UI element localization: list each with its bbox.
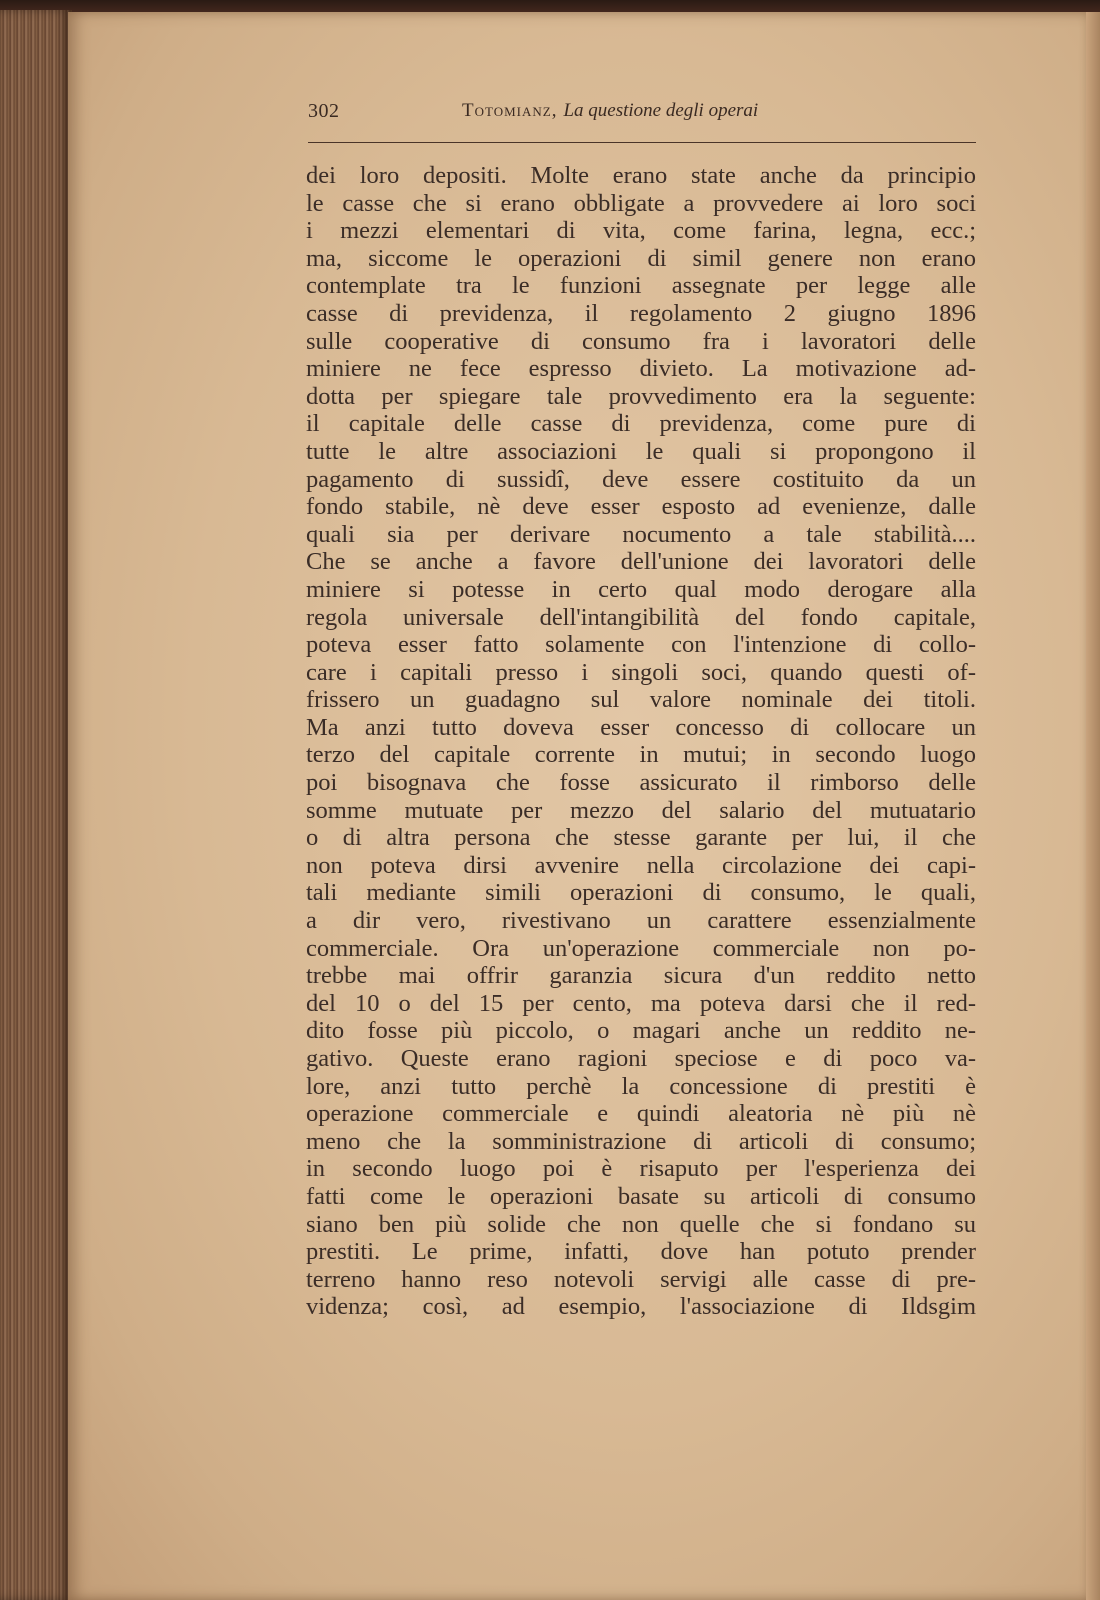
text-line: frissero un guadagno sul valore nominale dei titoli. (306, 686, 976, 714)
text-line: i mezzi elementari di vita, come farina, legna, ecc.; (306, 217, 976, 245)
text-line: le casse che si erano obbligate a provvedere ai loro soci (306, 189, 976, 217)
text-line: prestiti. Le prime, infatti, dove han potuto prender (306, 1238, 976, 1266)
text-line: dito fosse più piccolo, o magari anche un reddito ne- (306, 1017, 976, 1045)
text-line: non poteva dirsi avvenire nella circolazione dei capi- (306, 851, 976, 879)
page-right-edge (1086, 12, 1100, 1600)
text-line: operazione commerciale e quindi aleatoria nè più nè (306, 1100, 976, 1128)
running-title (462, 100, 758, 122)
running-title-author: Totomianz, (462, 100, 558, 121)
text-line: dei loro depositi. Molte erano state anche da principio (306, 162, 976, 189)
text-line: casse di previdenza, il regolamento 2 giugno 1896 (306, 299, 976, 327)
text-line: o di altra persona che stesse garante per lui, il che (306, 824, 976, 852)
text-line: tali mediante simili operazioni di consumo, le quali, (306, 879, 976, 907)
text-line: pagamento di sussidî, deve essere costituito da un (306, 465, 976, 493)
text-line: care i capitali presso i singoli soci, quando questi of- (306, 658, 976, 686)
running-head (308, 100, 976, 130)
text-line: somme mutuate per mezzo del salario del mutuatario (306, 796, 976, 824)
text-line: fondo stabile, nè deve esser esposto ad evenienze, dalle (306, 493, 976, 521)
header-rule (308, 142, 976, 143)
text-line: il capitale delle casse di previdenza, come pure di (306, 410, 976, 438)
text-line: Che se anche a favore dell'unione dei lavoratori delle (306, 548, 976, 576)
text-line: fatti come le operazioni basate su articoli di consumo (306, 1182, 976, 1210)
text-line: commerciale. Ora un'operazione commerciale non po- (306, 934, 976, 962)
text-line: a dir vero, rivestivano un carattere essenzialmente (306, 907, 976, 935)
text-line: sulle cooperative di consumo fra i lavoratori delle (306, 327, 976, 355)
text-line: meno che la somministrazione di articoli di consumo; (306, 1127, 976, 1155)
page-number: 302 (308, 100, 340, 122)
text-line: quali sia per derivare nocumento a tale stabilità.... (306, 520, 976, 548)
text-line: regola universale dell'intangibilità del fondo capitale, (306, 603, 976, 631)
text-line: videnza; così, ad esempio, l'associazione di Ildsgim (306, 1293, 976, 1321)
text-line: terzo del capitale corrente in mutui; in secondo luogo (306, 741, 976, 769)
text-line: tutte le altre associazioni le quali si propongono il (306, 437, 976, 465)
text-line: poteva esser fatto solamente con l'intenzione di collo- (306, 631, 976, 659)
book-page-edges (0, 10, 72, 1600)
text-line: gativo. Queste erano ragioni speciose e di poco va- (306, 1045, 976, 1072)
text-line: in secondo luogo poi è risaputo per l'esperienza dei (306, 1155, 976, 1183)
text-line: terreno hanno reso notevoli servigi alle casse di pre- (306, 1265, 976, 1293)
text-line: ma, siccome le operazioni di simil genere non erano (306, 244, 976, 272)
text-line: contemplate tra le funzioni assegnate per legge alle (306, 272, 976, 300)
body-text (306, 162, 976, 1321)
text-line: del 10 o del 15 per cento, ma poteva darsi che il red- (306, 989, 976, 1017)
running-title-work: La questione degli operai (563, 100, 759, 121)
text-line: poi bisognava che fosse assicurato il rimborso delle (306, 769, 976, 797)
text-line: Ma anzi tutto doveva esser concesso di collocare un (306, 713, 976, 741)
text-line: siano ben più solide che non quelle che si fondano su (306, 1210, 976, 1238)
text-line: dotta per spiegare tale provvedimento era la seguente: (306, 382, 976, 410)
text-line: lore, anzi tutto perchè la concessione di prestiti è (306, 1072, 976, 1100)
text-line: miniere si potesse in certo qual modo derogare alla (306, 575, 976, 603)
text-line: miniere ne fece espresso divieto. La motivazione ad- (306, 355, 976, 383)
text-line: trebbe mai offrir garanzia sicura d'un reddito netto (306, 962, 976, 990)
